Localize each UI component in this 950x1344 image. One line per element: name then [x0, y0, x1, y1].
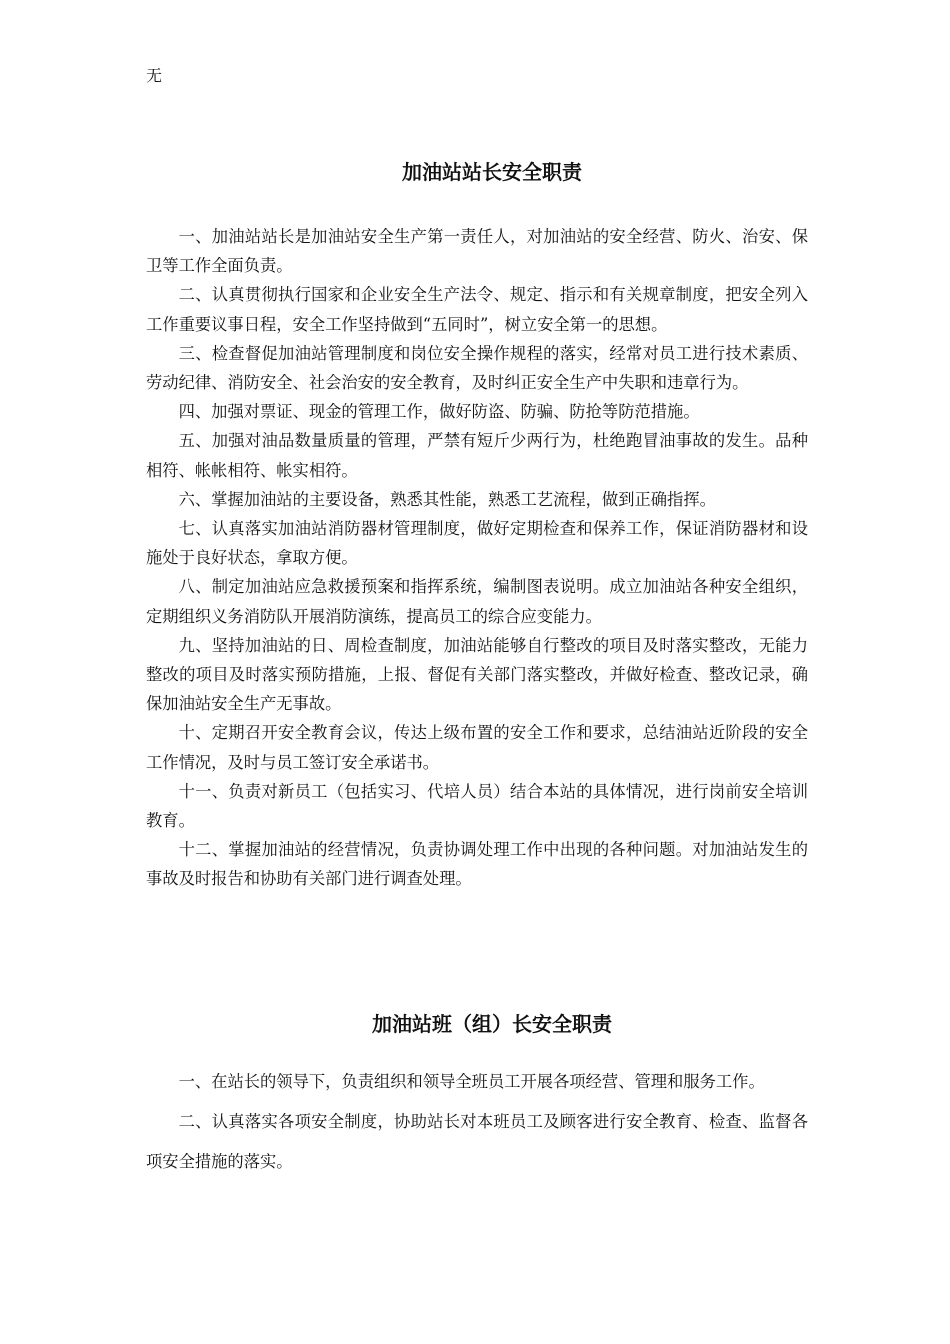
- section-station-manager: [146, 158, 808, 894]
- paragraph: 十一、负责对新员工（包括实习、代培人员）结合本站的具体情况，进行岗前安全培训教育。: [146, 781, 808, 831]
- section-title: 加油站站长安全职责: [402, 160, 582, 184]
- paragraph: 十二、掌握加油站的经营情况，负责协调处理工作中出现的各种问题。对加油站发生的事故及时报告和协助有关部门进行调查处理。: [146, 840, 808, 889]
- section-shift-leader: [146, 1010, 808, 1182]
- header-mark: 无: [146, 66, 163, 85]
- paragraph: 七、认真落实加油站消防器材管理制度，做好定期检查和保养工作，保证消防器材和设施处于良好状态，拿取方便。: [146, 519, 808, 568]
- paragraph: 一、在站长的领导下，负责组织和领导全班员工开展各项经营、管理和服务工作。: [178, 1072, 765, 1091]
- section-title: 加油站班（组）长安全职责: [372, 1012, 612, 1036]
- paragraph: 二、认真贯彻执行国家和企业安全生产法令、规定、指示和有关规章制度，把安全列入工作重要议事日程，安全工作坚持做到“五同时”，树立安全第一的思想。: [146, 285, 808, 334]
- paragraph: 九、坚持加油站的日、周检查制度，加油站能够自行整改的项目及时落实整改，无能力整改的项目及时落实预防措施，上报、督促有关部门落实整改，并做好检查、整改记录，确保加油站安全生产无事故。: [146, 635, 808, 714]
- paragraph: 二、认真落实各项安全制度，协助站长对本班员工及顾客进行安全教育、检查、监督各项安全措施的落实。: [146, 1112, 808, 1171]
- paragraph: 五、加强对油品数量质量的管理，严禁有短斤少两行为，杜绝跑冒油事故的发生。品种相符、帐帐相符、帐实相符。: [146, 431, 808, 480]
- paragraph: 四、加强对票证、现金的管理工作，做好防盗、防骗、防抢等防范措施。: [178, 402, 700, 422]
- paragraph: 八、制定加油站应急救援预案和指挥系统，编制图表说明。成立加油站各种安全组织，定期组织义务消防队开展消防演练，提高员工的综合应变能力。: [146, 577, 808, 626]
- paragraph: 一、加油站站长是加油站安全生产第一责任人，对加油站的安全经营、防火、治安、保卫等工作全面负责。: [146, 227, 808, 276]
- paragraph: 三、检查督促加油站管理制度和岗位安全操作规程的落实，经常对员工进行技术素质、劳动纪律、消防安全、社会治安的安全教育，及时纠正安全生产中失职和违章行为。: [146, 343, 808, 393]
- paragraph: 十、定期召开安全教育会议，传达上级布置的安全工作和要求，总结油站近阶段的安全工作情况，及时与员工签订安全承诺书。: [146, 723, 808, 772]
- paragraph: 六、掌握加油站的主要设备，熟悉其性能，熟悉工艺流程，做到正确指挥。: [178, 489, 716, 509]
